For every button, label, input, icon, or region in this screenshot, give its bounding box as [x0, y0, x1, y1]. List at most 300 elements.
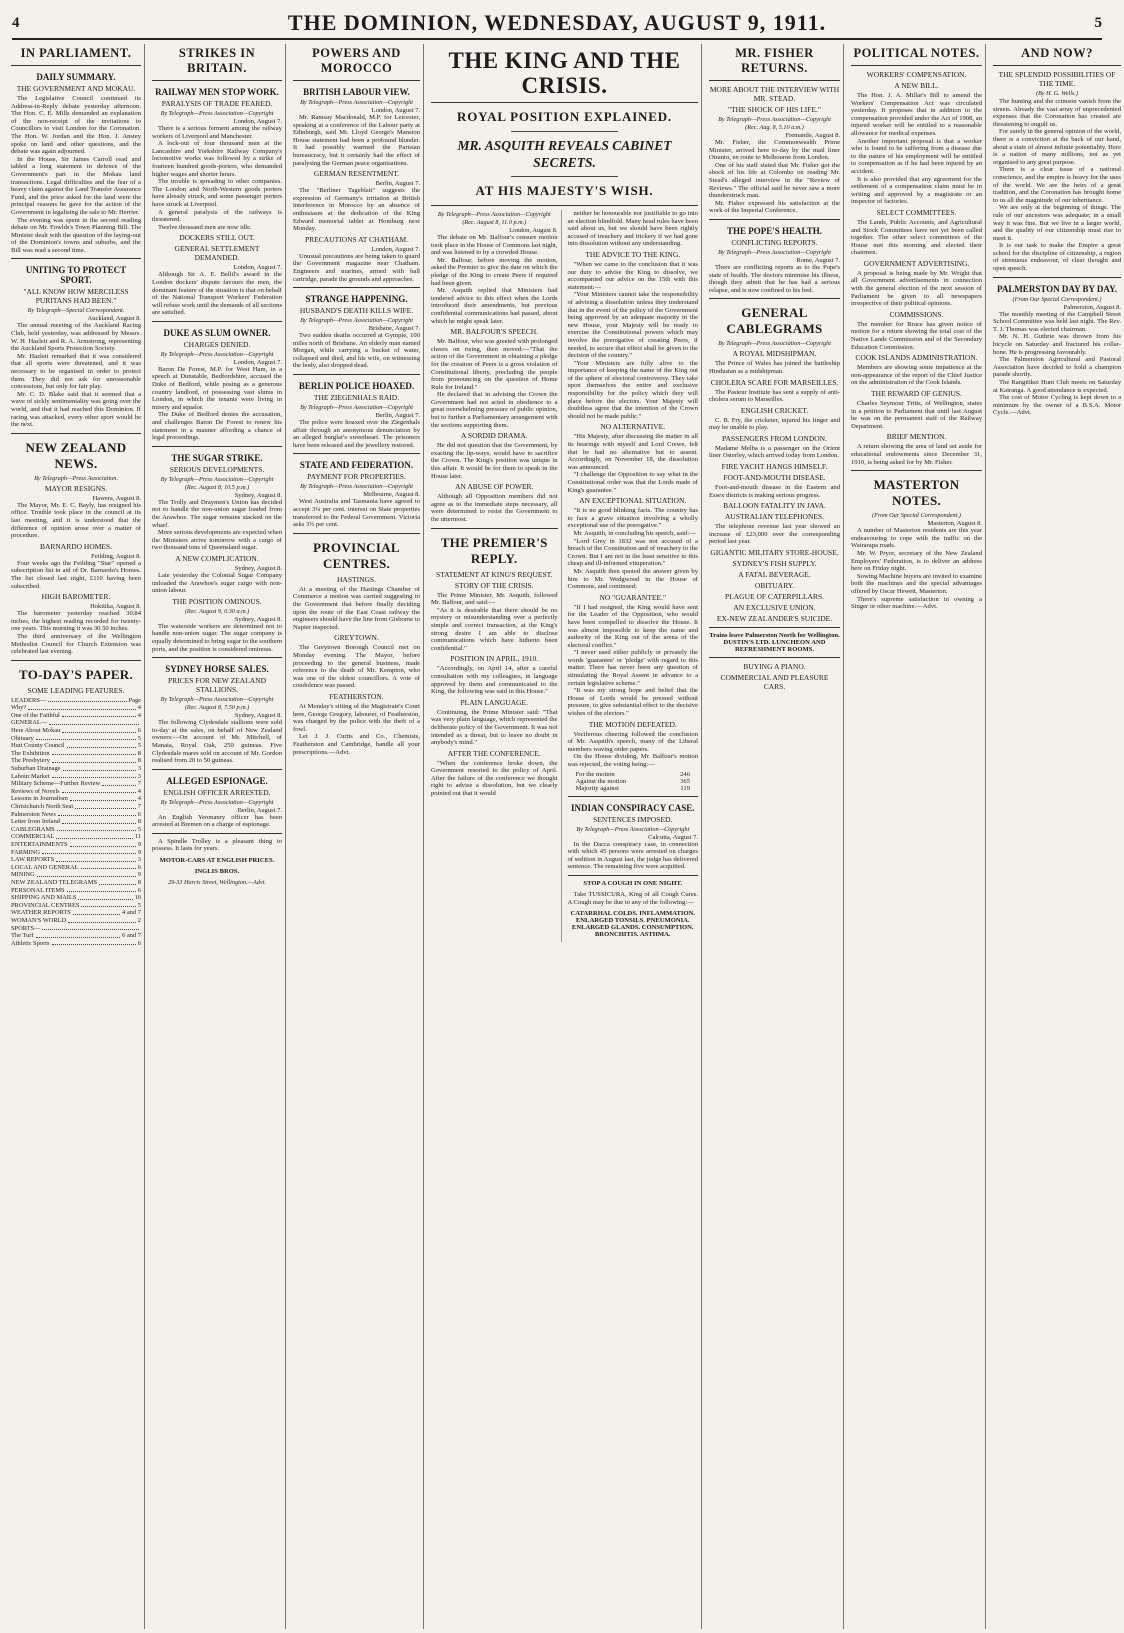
article-paragraph: "It is no good blinking facts. The country has to face a grave situation involving a wholly exceptional use of the prerogative."	[567, 507, 698, 530]
byline: By Telegraph—Press Association—Copyright	[160, 696, 274, 704]
contents-page: 6 and 7	[122, 932, 141, 940]
article-subtitle: HIGH BAROMETER.	[41, 592, 111, 602]
contents-entry	[11, 856, 141, 864]
article-paragraph: West Australia and Tasmania have agreed to accept 3¼ per cent. interest on State properties transferred to the Federal Government. Victoria asks 3½ per cent.	[293, 498, 420, 529]
dateline: London, August 7.	[233, 118, 282, 125]
divider	[709, 657, 840, 658]
article-subtitle: A NEW BILL.	[894, 81, 939, 90]
contents-label: SHIPPING AND MAILS	[11, 894, 77, 902]
contents-page: 4	[137, 704, 141, 712]
dateline: Sydney, August 8.	[234, 712, 282, 720]
article-title: PALMERSTON DAY BY DAY.	[996, 283, 1118, 294]
article-paragraph: The barometer yesterday reached 30.84 inches, the highest reading recorded for twenty-one years. This morning it was 30.50 inches.	[11, 610, 141, 633]
article-paragraph: "I never used either publicly or privately the words 'guarantee' or 'pledge' with regard to this matter. There has never been any question of stimulating the Royal Assent in advance to a certain legislative scheme."	[567, 649, 698, 687]
article-subtitle: PLAGUE OF CATERPILLARS.	[725, 592, 824, 602]
divider	[293, 80, 420, 81]
advertisement-address: 29-33 Harris Street, Wellington.—Advt.	[168, 879, 266, 887]
article-title: BRITISH LABOUR VIEW.	[303, 87, 410, 97]
column-morocco	[290, 44, 424, 1629]
article-subtitle: CONFLICTING REPORTS.	[731, 237, 818, 247]
contents-page: 5	[137, 901, 141, 909]
article-paragraph: Mr. Balfour, who was greeted with prolonged cheers on rising, then moved:—"That the action of the Government in obtaining a pledge for the creation of Peers is a gross violation of Constitutional liberty, precluding the people from pronouncing on the question of Home Rule for Ireland."	[431, 338, 558, 391]
article-paragraph: On the House dividing, Mr. Balfour's motion was rejected, the voting being:—	[567, 753, 698, 768]
divider	[152, 446, 282, 447]
leader-dots	[78, 894, 132, 900]
divider	[293, 453, 420, 454]
article-paragraph: Madame Melba is a passenger on the Orient liner Osterley, which arrived today from London.	[709, 444, 840, 460]
divider	[709, 80, 840, 81]
article-paragraph: The Legislative Council continued its Address-in-Reply debate yesterday afternoon. The Hon. C. E. Mills demanded an explanation of the non-receipt of the invitations to Councillors to visit London for the Coronation. The Hon. W. Jordan and the Hon. J. Anstey spoke on land and other questions, and the debate was again adjourned.	[11, 95, 141, 156]
article-subtitle: NO "GUARANTEE."	[599, 592, 667, 602]
article-subtitle: A SORDID DRAMA.	[461, 431, 528, 441]
divider	[851, 470, 982, 471]
contents-entry	[11, 902, 141, 910]
contents-label: SPORTS—	[11, 924, 41, 932]
divider	[993, 65, 1121, 66]
article-paragraph: The trouble is spreading to other companies. The London and North-Western goods porters have already struck, and some passenger porters have struck at Liverpool.	[152, 178, 282, 208]
dateline: Berlin, August 7.	[375, 180, 420, 188]
contents-label: GENERAL—	[11, 719, 48, 727]
page-number-left: 4	[12, 14, 20, 31]
article-paragraph: A lock-out of four thousand men at the Lancashire and Yorkshire Railway Company's locomotive works was followed by a strike of fourteen hundred goods-porters, who demanded higher wages and shorter hours.	[152, 140, 282, 178]
article-subtitle: PRECAUTIONS AT CHATHAM.	[304, 234, 408, 244]
divider	[709, 298, 840, 299]
leader-dots	[70, 795, 136, 801]
dateline: London, August 7.	[233, 264, 282, 272]
received-note: (Rec. August 8, 7.50 p.m.)	[184, 704, 250, 712]
contents-label: Christchurch North Seat	[11, 803, 74, 810]
article-paragraph: The Lands, Public Accounts, and Agricultural and Stock Committees have not yet been called together. The other select committees of the House met this morning and elected their chairmen.	[851, 218, 982, 257]
article-subtitle: FEATHERSTON.	[329, 691, 384, 701]
contents-page: 3	[137, 772, 141, 780]
article-paragraph: The evening was spent in the second reading debate on Mr. Fowlds's Town Planning Bill. The Minister dealt with the question of the laying-out of the Dominion's towns and suburbs, and the Bill was read a second time.	[11, 216, 141, 254]
divider	[511, 131, 618, 132]
divider	[11, 660, 141, 661]
leader-dots	[52, 750, 136, 756]
article-paragraph: Mr. Fisher, the Commonwealth Prime Minister, arrived here to-day by the mail liner Otranto, en route to Melbourne from London.	[709, 139, 840, 162]
byline: By Telegraph—Press Association—Copyright	[300, 317, 413, 325]
article-subtitle: THE REWARD OF GENIUS.	[871, 389, 962, 398]
contents-label: LOCAL AND GENERAL	[11, 863, 79, 871]
contents-entry	[11, 811, 141, 819]
feature-body-right	[568, 210, 699, 942]
article-paragraph: The Palmerston Agricultural and Pastoral Association have decided to hold a champion parade shortly.	[993, 356, 1121, 379]
leader-dots	[57, 826, 136, 832]
vote-count: 119	[680, 784, 690, 792]
article-paragraph: Mr. Asquith then quoted the answer given by him to Mr. Wedgwood in the House of Commons, and continued:	[567, 567, 698, 591]
contents-page: 2	[137, 916, 141, 924]
article-paragraph: At a meeting of the Hastings Chamber of Commerce a motion was carried suggesting to the Government that before finally deciding upon the route of the East Coast railway the engineers should have the line from Gisborne to Napier inspected.	[293, 585, 420, 631]
contents-label: Obituary	[11, 734, 34, 742]
contents-label: NEW ZEALAND TELEGRAMS	[11, 878, 98, 886]
article-paragraph: In the Dacca conspiracy case, in connection with which 45 persons were arrested on charges of sedition in August last, the judge has delivered sentence. The remaining five were acquitted.	[567, 840, 698, 871]
byline: By Telegraph—Press Association—Copyright	[300, 404, 413, 412]
article-paragraph: "Accordingly, on April 14, after a careful consultation with my colleagues, in language approved by them and communicated to the King, the following was said in this House."	[431, 665, 558, 696]
dateline: Brisbane, August 7.	[368, 325, 420, 333]
article-subtitle: SERIOUS DEVELOPMENTS.	[169, 464, 265, 474]
article-title: STRANGE HAPPENING.	[305, 294, 408, 305]
article-paragraph: Another important proposal is that a worker who is found to be suffering from a disease due to the nature of his employment will be entitled to compensation as if he had been injured by an accident.	[851, 137, 982, 175]
article-paragraph: Continuing, the Prime Minister said: "That was very plain language, which represented the deliberate policy of the Government. It was not intended as a threat, but to leave no doubt in anybody's mind."	[431, 708, 558, 747]
divider	[709, 219, 840, 220]
dateline: Sydney, August 8.	[234, 615, 282, 623]
feature-subheadline: ROYAL POSITION EXPLAINED.	[457, 109, 672, 124]
contents-page: 8	[137, 818, 141, 826]
dateline: Auckland, August 8.	[87, 315, 141, 323]
contents-entry	[11, 773, 141, 781]
article-subtitle: SOME LEADING FEATURES.	[27, 685, 125, 695]
contents-label: Reviews of Novels	[11, 787, 60, 795]
contents-label: Palmerston News	[11, 810, 56, 818]
contents-entry	[11, 879, 141, 887]
divider	[431, 528, 558, 529]
contents-entry	[11, 795, 141, 803]
leader-dots	[102, 780, 136, 786]
dateline: Sydney, August 8.	[234, 491, 282, 499]
article-subtitle: MORE ABOUT THE INTERVIEW WITH MR. STEAD.	[709, 85, 840, 103]
article-paragraph: Two sudden deaths occurred at Gympie, 100 miles north of Brisbane. An elderly man named Morgan, while carrying a bucket of water, collapsed and died, and his wife, on witnessing the body, also dropped dead.	[293, 332, 420, 370]
byline: By Telegraph—Press Association—Copyright	[718, 116, 831, 123]
column-king-crisis	[428, 44, 702, 1629]
article-paragraph: The Hon. J. A. Millar's Bill to amend the Workers' Compensation Act was circulated yesterday. It proposes that in addition to the compensation provided under the Act of 1908, an injured worker will be entitled to a reasonable allowance for medical expenses.	[851, 92, 982, 137]
contents-page: 10	[134, 894, 141, 902]
dateline: Hawera, August 8.	[92, 494, 141, 502]
article-title: STATE AND FEDERATION.	[299, 460, 414, 471]
dateline: Fremantle, August 8.	[785, 132, 840, 139]
column-political-notes	[848, 44, 986, 1629]
article-paragraph: "As it is desirable that there should be no mystery or misunderstanding over a perfectly simple and correct transaction, at the King's strong desire I am able to disclose communications which have hitherto been confidential."	[431, 606, 558, 652]
contents-label: Why?	[11, 704, 27, 712]
article-subtitle: PARALYSIS OF TRADE FEARED.	[161, 99, 273, 108]
article-paragraph: There is a serious ferment among the railway workers of Liverpool and Manchester.	[152, 125, 282, 140]
article-subtitle: OBITUARY.	[754, 581, 795, 591]
section-title: STRIKES IN BRITAIN.	[178, 46, 256, 75]
contents-entry	[11, 704, 141, 712]
article-paragraph: The Pasteur Institute has sent a supply of anti-cholera serum to Marseilles.	[709, 388, 840, 404]
contents-label: PERSONAL ITEMS	[11, 886, 65, 894]
article-subtitle: MAYOR RESIGNS.	[44, 483, 108, 493]
article-paragraph: Members are showing some impatience at the non-appearance of the report of the Chief Justice on the administration of the Cook Islands.	[851, 364, 982, 387]
article-subtitle: HASTINGS.	[337, 574, 376, 584]
dateline: Palmerston, August 8.	[1063, 303, 1121, 311]
contents-label: The Turf	[11, 932, 34, 940]
vote-label: For the motion	[575, 770, 615, 778]
article-subtitle: GENERAL SETTLEMENT DEMANDED.	[174, 244, 260, 263]
article-paragraph: "When the conference broke down, the Government resorted to the policy of April. After the failure of the conference we thought right to advise a dissolution, but we clearly pointed out that it would	[431, 759, 558, 798]
article-subtitle: COOK ISLANDS ADMINISTRATION.	[855, 353, 978, 363]
divider	[851, 65, 982, 66]
columns	[8, 44, 1121, 1629]
article-paragraph: The police were hoaxed over the Ziegenhals affair through an anonymous denunciation by an alleged burglar's sweetheart. The prisoners have been released and the jewellery restored.	[293, 419, 420, 449]
article-title: PROVINCIAL CENTRES.	[313, 539, 400, 571]
contents-page: 4	[137, 787, 141, 795]
article-subtitle: A FATAL BEVERAGE.	[738, 570, 811, 580]
feature-subheadline: AT HIS MAJESTY'S WISH.	[475, 183, 654, 198]
article-subtitle: A NEW COMPLICATION.	[175, 553, 259, 563]
vote-label: Majority against	[575, 784, 619, 792]
feature-body	[431, 210, 698, 942]
section-title: POWERS AND MOROCCO	[312, 46, 401, 75]
article-paragraph: The third anniversary of the Wellington Methodist Council for Church Extension was celebrated last evening.	[11, 632, 141, 656]
article-title: BERLIN POLICE HOAXED.	[298, 381, 415, 392]
article-paragraph: For surely in the general opinion of the world, there is a conviction at the back of our hand, about a state of almost infinite potentiality. Here is a nation of many millions, not as yet organised to any great purpose.	[993, 128, 1121, 166]
article-paragraph: Although Sir A. E. Bellil's award in the London dockers' dispute favours the men, the dominant feature of the situation is that on behalf of the National Transport Workers' Federation will refuse work until the demands of all sections are satisfied.	[152, 271, 283, 317]
contents-page: 4	[137, 711, 141, 719]
byline: By Telegraph—Press Association—Copyright	[300, 99, 413, 106]
vote-count: 246	[680, 770, 690, 778]
contents-entry	[11, 742, 141, 750]
contents-label: Athletic Sports	[11, 939, 50, 947]
contents-label: Military Scheme—Further Review	[11, 780, 101, 788]
contents-label: WOMAN'S WORLD	[11, 916, 67, 924]
contents-page: Page	[128, 696, 141, 704]
article-paragraph: Twelve thousand men are now idle.	[158, 223, 252, 231]
contents-entry	[11, 697, 141, 705]
contents-label: COMMERCIAL	[11, 833, 55, 841]
article-paragraph: Mr. Balfour, before moving the motion, asked the Premier to give the date on which the pledge of the King to create Peers if required had been given.	[431, 256, 558, 287]
contents-label: CABLEGRAMS	[11, 825, 55, 833]
advertisement-text: A Spindle Trolley is a pleasant thing to possess. It lasts for years.	[152, 837, 282, 853]
article-paragraph: There are conflicting reports as to the Pope's state of health. The doctors minimise his illness, though they admit that he has had a serious relapse, and is now confined to his bed.	[709, 263, 840, 294]
article-paragraph: He declared that in advising the Crown the Government had not acted in obedience to a great overwhelming pressure of public opinion, but to further a Parliamentary arrangement with the sections supporting them.	[431, 391, 558, 429]
contents-entry	[11, 940, 141, 948]
article-paragraph: The Mayor, Mr. E. C. Bayly, has resigned his office. Trouble took place in the council at its last meeting, and it is understood that the difference of opinion arose over a matter of procedure.	[11, 501, 141, 540]
article-paragraph: An English Yeomanry officer has been arrested at Bremen on a charge of espionage.	[152, 813, 282, 829]
article-paragraph: The telephone revenue last year showed an increase of £23,000 over the corresponding period last year.	[709, 523, 840, 546]
divider	[431, 102, 698, 103]
article-subtitle: MR. BALFOUR'S SPEECH.	[450, 327, 539, 337]
contents-entry	[11, 727, 141, 735]
article-subtitle: AN ABUSE OF POWER.	[455, 482, 534, 492]
article-subtitle: DOCKERS STILL OUT.	[179, 233, 255, 243]
article-subtitle: THE MOTION DEFEATED.	[588, 719, 677, 729]
contents-entry	[11, 735, 141, 743]
article-subtitle: COMMISSIONS.	[889, 309, 944, 319]
leader-dots	[49, 719, 139, 725]
leader-dots	[99, 879, 136, 885]
advertisement-heading: COMMERCIAL AND PLEASURE CARS.	[720, 673, 829, 692]
article-subtitle: GIGANTIC MILITARY STORE-HOUSE.	[710, 548, 839, 558]
contents-entry	[11, 780, 141, 788]
article-paragraph: Vociferous cheering followed the conclusion of Mr. Asquith's speech, many of the Liberal members waving order papers.	[567, 730, 698, 753]
article-subtitle: CHARGES DENIED.	[183, 339, 251, 349]
divider	[993, 277, 1121, 278]
contents-label: Here About Mokau	[11, 727, 61, 735]
contents-page: 4 and 7	[122, 909, 141, 917]
article-title: DAILY SUMMARY.	[36, 72, 116, 82]
contents-entry	[11, 925, 141, 933]
contents-page: 6	[137, 863, 141, 871]
advertisement-heading: BUYING A PIANO.	[743, 662, 806, 672]
dateline: Berlin, August 7.	[375, 412, 420, 420]
leader-dots	[67, 887, 136, 893]
advertisement-heading: MOTOR-CARS AT ENGLISH PRICES.	[159, 857, 275, 865]
article-paragraph: "Your Ministers cannot take the responsibility of advising a dissolution unless they understand that in the event of the policy of the Government being approved by an adequate majority in the new House, your Majesty will be ready to exercise the Constitutional powers which may involve the prerogative of creating Peers, if needed, to secure that effect shall be given to the decision of the country."	[567, 291, 698, 360]
leader-dots	[28, 704, 136, 710]
article-paragraph: C. B. Fry, the cricketer, injured his finger and may be unable to play.	[709, 416, 840, 432]
article-paragraph: The Prince of Wales has joined the battleship Hindustan as a midshipman.	[709, 360, 840, 375]
byline: (By H. G. Wells.)	[1035, 90, 1079, 97]
article-subtitle: EX-NEW ZEALANDER'S SUICIDE.	[716, 614, 833, 624]
divider	[293, 287, 420, 288]
dateline: Sydney, August 8.	[234, 564, 282, 572]
contents-entry	[11, 757, 141, 765]
article-title: GENERAL CABLEGRAMS	[726, 305, 823, 337]
article-title: UNITING TO PROTECT SPORT.	[25, 265, 127, 286]
page-number-right: 5	[1094, 14, 1102, 31]
dateline: Calcutta, August 7.	[648, 833, 698, 841]
divider	[568, 875, 699, 876]
article-paragraph: More serious developments are expected when the Ministers arrive tomorrow with a cargo of two thousand tons of Queensland sugar.	[152, 529, 282, 552]
divider	[11, 65, 141, 66]
article-subtitle: SENTENCES IMPOSED.	[593, 814, 673, 824]
contents-label: LAW REPORTS	[11, 856, 55, 864]
dateline: London, August 7.	[371, 245, 420, 253]
contents-label: Letter from Ireland	[11, 818, 60, 826]
article-subtitle: ENGLISH OFFICER ARRESTED.	[163, 787, 271, 797]
article-subtitle: "THE SHOCK OF HIS LIFE."	[727, 105, 821, 114]
contents-entry	[11, 917, 141, 925]
contents-entry	[11, 788, 141, 796]
contents-entry	[11, 765, 141, 773]
leader-dots	[62, 818, 136, 824]
dateline: Berlin, August 7.	[237, 806, 282, 814]
leader-dots	[67, 742, 136, 748]
byline: (From Our Special Correspondent.)	[872, 512, 961, 520]
article-paragraph: Sowing Machine buyers are invited to examine both the machines and the special advantages offered by Oscar Hewett, Masterton.	[851, 572, 982, 595]
article-subtitle: SELECT COMMITTEES.	[876, 207, 957, 217]
leader-dots	[62, 712, 136, 718]
article-paragraph: There is a clear issue of a national conscience, and the empire is heavy for the uses of the world. We are the heirs of a great tradition, and the Coronation has brought home to us all the magnitude of our inheritance.	[993, 166, 1121, 204]
divider	[568, 796, 699, 797]
vote-label: Against the motion	[575, 777, 627, 785]
article-paragraph: Unusual precautions are being taken to guard the Government magazine near Chatham. Engineers and marines, armed with ball cartridge, parade the grounds and approaches.	[293, 252, 420, 283]
article-paragraph: Although all Opposition members did not agree as to the immediate steps necessary, all were determined to resist the Government to the uttermost.	[431, 493, 558, 523]
article-paragraph: A number of Masterton residents are this year endeavouring to cope with the traffic on the Wairarapa roads.	[851, 527, 982, 550]
advertisement-list: CATARRHAL COLDS. INFLAMMATION. ENLARGED TONSILS. PNEUMONIA. ENLARGED GLANDS. CONSUMPTION. BRONCHITIS. ASTHMA.	[570, 910, 696, 939]
received-note: (Rec. August 8, 10.5 p.m.)	[184, 483, 250, 491]
article-paragraph: The member for Bruce has given notice of motion for a return showing the total cost of the Native Lands Commission and of the Secondary Education Commission.	[851, 320, 982, 351]
contents-entry	[11, 719, 141, 727]
dateline: Masterton, August 8.	[927, 520, 982, 528]
article-paragraph: Mr. Fisher expressed his satisfaction at the work of the Imperial Conference.	[709, 199, 840, 215]
divider	[293, 533, 420, 534]
article-subtitle: GREYTOWN.	[334, 633, 379, 643]
article-subtitle: PRICES FOR NEW ZEALAND STALLIONS.	[168, 676, 266, 695]
article-title: MASTERTON NOTES.	[873, 477, 960, 509]
section-title: AND NOW?	[1021, 46, 1093, 60]
byline: By Telegraph—Press Association—Copyright	[718, 340, 831, 348]
article-paragraph: A general paralysis of the railways is threatened.	[152, 208, 282, 224]
contents-page: 5	[137, 742, 141, 750]
divider	[431, 205, 698, 206]
article-paragraph: Mr. C. D. Blake said that it seemed that a wave of sickly sentimentality was going over the world, and that it had reached this Dominion. If racing was attacked, every other sport would be the next.	[11, 390, 141, 429]
article-subtitle: HUSBAND'S DEATH KILLS WIFE.	[299, 306, 414, 316]
contents-page: 5	[137, 734, 141, 742]
article-title: SYDNEY HORSE SALES.	[165, 664, 269, 675]
article-paragraph: The annual meeting of the Auckland Racing Club, held yesterday, was addressed by Messrs. W. H. Hazlett and R. A. Armstrong, representing the Auckland Sports Protection Society.	[11, 322, 141, 353]
divider	[11, 258, 141, 259]
leader-dots	[42, 849, 136, 855]
division-result	[576, 771, 691, 792]
leader-dots	[36, 735, 136, 741]
article-paragraph: Mr. N. H. Guthrie was thrown from his bicycle on Saturday and fractured his collar-bone. He is progressing favourably.	[993, 333, 1121, 356]
leader-dots	[36, 932, 121, 938]
divider	[152, 321, 282, 322]
contents-entry	[11, 818, 141, 826]
article-paragraph: Mr. Ramsay Macdonald, M.P. for Leicester, speaking at a conference of the Labour party at Edinburgh, said Mr. Lloyd George's Mansion House statement had been a profound blunder. It had possibly warmed the Parisian bureaucracy, but it certainly had the effect of paralysing the German peace organisations.	[293, 114, 420, 167]
article-paragraph: The hunting and the crimson vanish from the streets. Already the vast array of unprecedented expenses that the Coronation has created are threatening to engulf us.	[993, 98, 1121, 128]
contents-label: LEADERS—	[11, 696, 47, 704]
vote-row	[576, 771, 691, 778]
divider	[11, 433, 141, 434]
byline: By Telegraph—Press Association—Copyright	[160, 350, 274, 358]
divider	[152, 769, 282, 770]
contents-entry	[11, 750, 141, 758]
leader-dots	[81, 864, 136, 870]
contents-label: PROVINCIAL CENTRES	[11, 901, 80, 909]
contents-index	[11, 697, 141, 948]
article-paragraph: Foot-and-mouth disease in the Eastern and Essex districts is making serious progress.	[709, 484, 840, 499]
contents-entry	[11, 932, 141, 940]
article-subtitle: BALLOON FATALITY IN JAVA.	[723, 501, 826, 511]
contents-page: 3	[137, 765, 141, 773]
masthead-title: THE DOMINION, WEDNESDAY, AUGUST 9, 1911.	[287, 10, 827, 35]
article-subtitle: AFTER THE CONFERENCE.	[447, 748, 541, 758]
contents-label: ENTERTAINMENTS	[11, 840, 68, 848]
article-subtitle: THE POSITION OMINOUS.	[172, 596, 262, 606]
article-paragraph: There's supreme satisfaction in owning a Singer or other machine.—Advt.	[851, 595, 982, 611]
column-parliament	[8, 44, 145, 1629]
article-subtitle: GOVERNMENT ADVERTISING.	[863, 258, 970, 268]
contents-entry	[11, 849, 141, 857]
section-title: IN PARLIAMENT.	[20, 46, 132, 60]
dateline: Rome, August 7.	[796, 256, 840, 264]
leader-dots	[52, 773, 136, 779]
article-paragraph: It is also provided that any agreement for the settlement of a compensation claim must be in writing and approved by a magistrate or an inspector of factories.	[851, 175, 982, 206]
article-subtitle: ENGLISH CRICKET.	[740, 405, 809, 415]
contents-label: Suburban Drainage	[11, 765, 61, 773]
article-title: NEW ZEALAND NEWS.	[25, 439, 127, 471]
article-paragraph: Mr. Asquith, in concluding his speech, said:—	[573, 529, 696, 537]
advertisement-heading: INGLIS BROS.	[194, 868, 240, 876]
article-paragraph: "His Majesty, after discussing the matter in all its bearings with myself and Lord Crewe, felt that he had no alternative but to assent. Accordingly, on November 18, the dissolution was announced.	[567, 433, 698, 471]
article-title: THE PREMIER'S REPLY.	[440, 534, 548, 566]
leader-dots	[42, 925, 139, 931]
byline: By Telegraph—Press Association—Copyright	[300, 483, 413, 491]
divider	[152, 657, 282, 658]
leader-dots	[56, 856, 136, 862]
article-title: ALLEGED ESPIONAGE.	[166, 775, 268, 786]
contents-page: 7	[137, 803, 141, 810]
contents-label: One of the Faithful	[11, 711, 60, 719]
article-paragraph: Charles Seymour Tritts, of Wellington, states in a petition to Parliament that until last August he was on the permanent staff of the Railway Department.	[851, 400, 982, 430]
article-paragraph: Late yesterday the Colonial Sugar Company unloaded the Arawhoe's sugar cargo with non-union labour.	[152, 571, 282, 595]
article-subtitle: THE ADVICE TO THE KING.	[585, 249, 681, 259]
article-paragraph: The waterside workers are determined not to handle non-union sugar. The sugar company is equally determined to bring sugar to the southern ports, and the position is considered ominous.	[152, 622, 282, 653]
article-paragraph: "Lord Grey in 1832 was not accused of a breach of the Constitution and of treachery to the Crown. But I am not in the least sensitive to this cheap and ill-informed vituperation."	[567, 537, 698, 568]
divider	[152, 80, 282, 81]
received-note: (Rec. August 9, 0.30 a.m.)	[184, 607, 250, 615]
masthead	[12, 8, 1102, 40]
article-subtitle: POSITION IN APRIL, 1910.	[450, 654, 539, 664]
article-paragraph: Mr. Hazlett remarked that it was considered that all sports were threatened, and it was necessary to be organised in order to protect them. They did not ask for unreasonable concessions, but only for fair play.	[11, 352, 141, 391]
article-paragraph: Baron De Forest, M.P. for West Ham, in a speech at Dunstable, Bedfordshire, accused the Duke of Bedford, while posing as a generous country landlord, of possessing vast slums in London, in which the tenants were living in misery and squalor.	[152, 365, 282, 411]
contents-label: MINING	[11, 871, 35, 879]
advertisement-text: Trains leave Palmerston North for Wellington. DUSTIN'S LTD. LUNCHEON AND REFRESHMENT ROOMS.	[709, 632, 840, 654]
article-paragraph: A return showing the area of land set aside for educational endowments since December 31, 1910, is being asked for by Mr. Fisher.	[851, 443, 982, 466]
article-paragraph: The "Berliner Tageblatt" suggests the expression of Germany's irritation at British interference in Morocco by an absence of enthusiasm at the dedication of the King Edward memorial tablet at Homburg next Monday.	[293, 187, 420, 233]
